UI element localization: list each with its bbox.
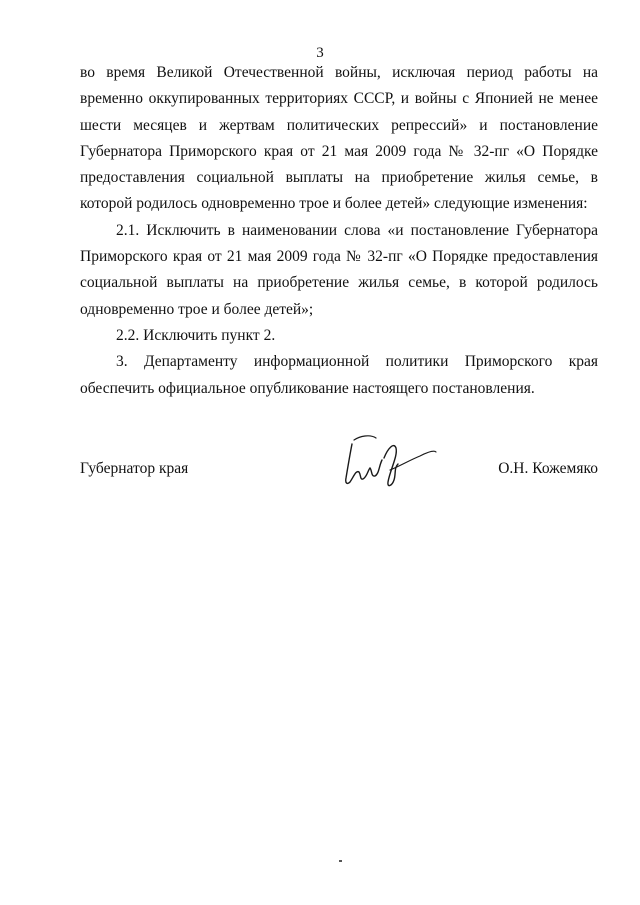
paragraph-item-3: 3. Департаменту информационной политики Приморского края обеспечить официальное опубликование настоящего постановления.: [80, 353, 598, 397]
scan-artifact: [339, 860, 342, 862]
page-number: 3: [316, 45, 324, 61]
paragraph-item-2-2: 2.2. Исключить пункт 2.: [116, 326, 276, 344]
paragraph-item-2-1: 2.1. Исключить в наименовании слова «и постановление Губернатора Приморского края от 21 мая 2009 года № 32-пг «О Порядке предоставления социальной выплаты на приобретение жилья семье, в которой родилось одновременно трое и более детей»;: [80, 221, 598, 318]
signatory-title: Губернатор края: [80, 460, 189, 477]
document-body: [80, 60, 598, 402]
signatory-name: О.Н. Кожемяко: [498, 460, 598, 477]
handwritten-signature: [330, 430, 440, 492]
signature-block: [80, 456, 598, 496]
paragraph-continuation: во время Великой Отечественной войны, исключая период работы на временно оккупированных территориях СССР, и войны с Японией не менее шести месяцев и жертвам политических репрессий» и постановление Губернатора Приморского края от 21 мая 2009 года № 32-пг «О Порядке предоставления социальной выплаты на приобретение жилья семье, в которой родилось одновременно трое и более детей» следующие изменения:: [80, 64, 598, 213]
